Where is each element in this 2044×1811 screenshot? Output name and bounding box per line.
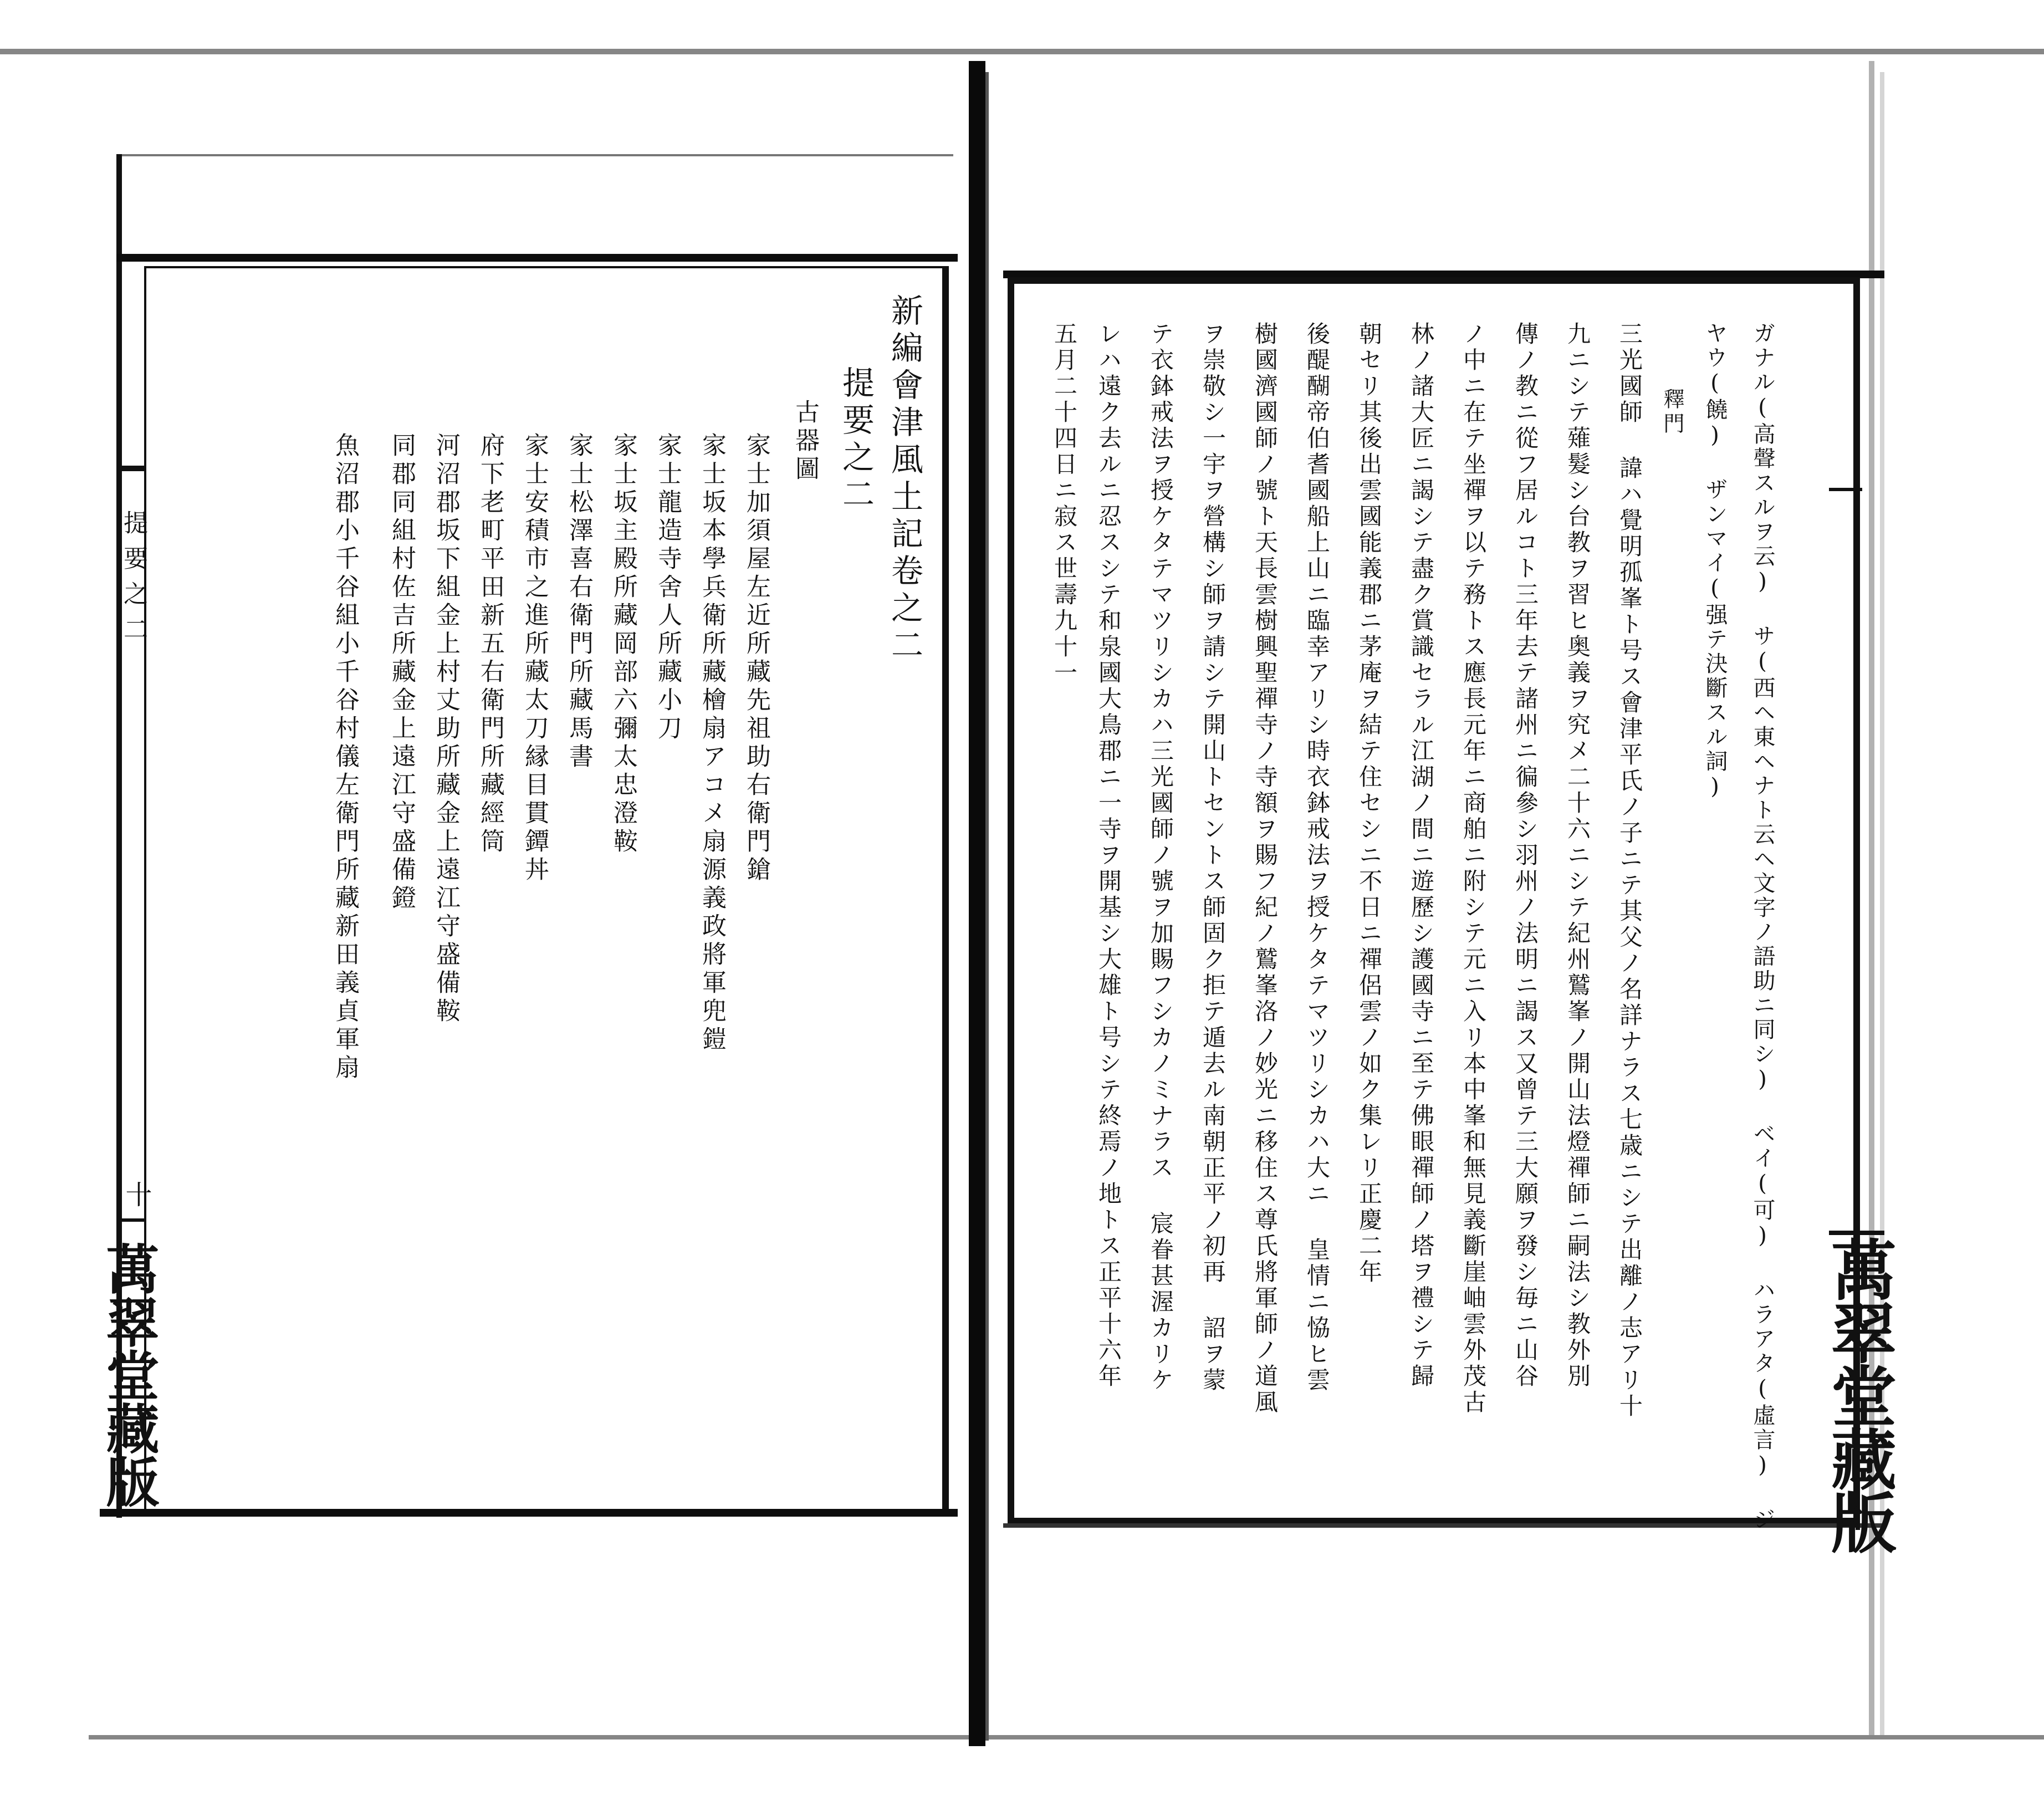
- category-heading: 古器圖: [791, 399, 819, 484]
- folio-number: 十: [121, 1181, 152, 1207]
- left-page-bottom-rule: [100, 1509, 958, 1517]
- item-list-row: 家士安積市之進所藏太刀縁目貫鐔丼: [520, 432, 549, 885]
- body-text-line: 樹國濟國師ノ號ト天長雲樹興聖禪寺ノ寺額ヲ賜フ紀ノ鷲峯洛ノ妙光ニ移住ス尊氏將軍師ノ道風: [1251, 322, 1279, 1416]
- left-page-top-thin-rule: [122, 154, 953, 156]
- scan-bottom-edge: [89, 1735, 2044, 1739]
- item-list-row: 家士坂本學兵衛所藏檜扇アコメ扇源義政將軍兜鎧: [698, 432, 726, 1054]
- volume-title: 新編會津風土記卷之二: [886, 294, 923, 665]
- body-text-line: テ衣鉢戒法ヲ授ケタテマツリシカハ三光國師ノ號ヲ加賜フシカノミナラス 宸眷甚渥カリケ: [1147, 322, 1174, 1394]
- left-margin-top-mark: [116, 466, 144, 471]
- item-list-row: 家士松澤喜右衛門所藏馬書: [565, 432, 593, 772]
- body-text-line: 五月二十四日ニ寂ス世壽九十一: [1051, 322, 1078, 686]
- publisher-imprint-left: 萬翠堂藏版: [98, 1242, 160, 1508]
- item-list-row: 魚沼郡小千谷組小千谷村儀左衛門所藏新田義貞軍扇: [331, 432, 359, 1083]
- right-margin-top-mark: [1829, 488, 1862, 491]
- body-text-line: 朝セリ其後出雲國能義郡ニ茅庵ヲ結テ住セシニ不日ニ禪侶雲ノ如ク集レリ正慶二年: [1356, 322, 1383, 1285]
- margin-section-label: 提要之二: [119, 510, 147, 652]
- item-list-row: 家士龍造寺舍人所藏小刀: [653, 432, 682, 743]
- section-heading: 釋門: [1660, 388, 1684, 437]
- item-list-row: 同郡同組村佐吉所藏金上遠江守盛備鐙: [387, 432, 416, 913]
- body-text-line: 後醍醐帝伯耆國船上山ニ臨幸アリシ時衣鉢戒法ヲ授ケタテマツリシカハ大ニ 皇情ニ恊ヒ雲: [1304, 322, 1331, 1394]
- left-margin-bottom-mark: [116, 1218, 144, 1222]
- book-gutter: [969, 61, 985, 1746]
- book-gutter-shadow: [985, 72, 989, 1741]
- body-text-line: 三光國師 諱ハ覺明孤峯ト号ス會津平氏ノ子ニテ其父ノ名詳ナラス七歳ニシテ出離ノ志アリ十: [1616, 322, 1643, 1420]
- publisher-imprint-right: 萬翠堂藏版: [1820, 1236, 1897, 1552]
- item-list-row: 家士坂主殿所藏岡部六彌太忠澄鞍: [609, 432, 637, 856]
- body-text-line: レハ遠ク去ルニ忍スシテ和泉國大鳥郡ニ一寺ヲ開基シ大雄ト号シテ終焉ノ地トス正平十六年: [1095, 322, 1122, 1390]
- body-text-line: ノ中ニ在テ坐禪ヲ以テ務トス應長元年ニ商舶ニ附シテ元ニ入リ本中峯和無見義斷崖岫雲外茂古: [1460, 322, 1487, 1416]
- body-text-line: 傳ノ教ニ從フ居ルコト三年去テ諸州ニ徧參シ羽州ノ法明ニ謁ス又曾テ三大願ヲ發シ毎ニ山谷: [1512, 322, 1539, 1390]
- section-title: 提要之二: [837, 366, 875, 514]
- item-list-row: 河沼郡坂下組金上村丈助所藏金上遠江守盛備鞍: [432, 432, 460, 1026]
- left-page-top-rule: [116, 254, 958, 262]
- gloss-line: ガナル(高聲スルヲ云) サ(西ヘ東ヘナト云ヘ文字ノ語助ニ同シ) ベイ(可) ハラアタ(虛言) ジ: [1750, 322, 1775, 1532]
- scan-top-edge: [0, 49, 2044, 54]
- gloss-line: ヤウ(饒) ザンマイ(强テ決斷スル詞): [1702, 322, 1728, 802]
- item-list-row: 府下老町平田新五右衛門所藏經筒: [476, 432, 504, 856]
- right-margin-bottom-mark: [1829, 1231, 1884, 1235]
- item-list-row: 家士加須屋左近所藏先祖助右衛門鎗: [742, 432, 770, 885]
- body-text-line: 林ノ諸大匠ニ謁シテ盡ク賞識セラル江湖ノ間ニ遊歷シ護國寺ニ至テ佛眼禪師ノ塔ヲ禮シテ歸: [1408, 322, 1435, 1390]
- body-text-line: ヲ崇敬シ一宇ヲ營構シ師ヲ請シテ開山トセントス師固ク拒テ遁去ル南朝正平ノ初再 詔ヲ蒙: [1199, 322, 1227, 1394]
- body-text-line: 九ニシテ薙髮シ台教ヲ習ヒ奥義ヲ究メ二十六ニシテ紀州鷲峯ノ開山法燈禪師ニ嗣法シ教外別: [1564, 322, 1591, 1390]
